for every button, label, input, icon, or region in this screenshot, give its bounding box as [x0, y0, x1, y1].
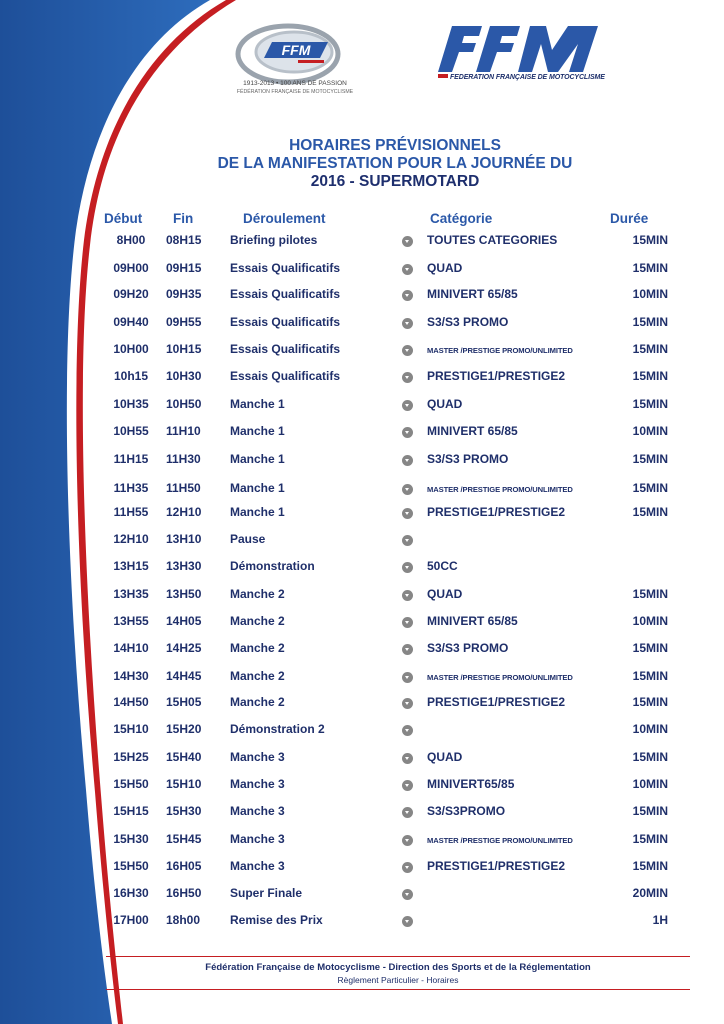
- table-row: [0, 505, 724, 523]
- row-start-time: 13H35: [113, 587, 149, 601]
- row-start-time: 12H10: [113, 532, 149, 546]
- row-category-dropdown[interactable]: [402, 862, 414, 874]
- row-duration: 10MIN: [632, 722, 668, 736]
- chevron-down-icon: [402, 753, 413, 764]
- row-step: Essais Qualificatifs: [230, 369, 341, 383]
- header-end: Fin: [173, 211, 194, 226]
- row-start-time: 15H50: [113, 777, 149, 791]
- row-duration: 20MIN: [632, 886, 668, 900]
- table-row: [0, 722, 724, 740]
- row-duration: 15MIN: [632, 261, 668, 275]
- row-start-time: 16H30: [113, 886, 149, 900]
- row-end-time: 14H05: [166, 614, 202, 628]
- chevron-down-icon: [402, 644, 413, 655]
- header-duration: Durée: [610, 211, 649, 226]
- row-step: Manche 3: [230, 750, 285, 764]
- chevron-down-icon: [402, 345, 413, 356]
- footer-line1: Fédération Française de Motocyclisme - Direction des Sports et de la Réglementation: [205, 962, 591, 973]
- table-row: [0, 832, 724, 850]
- row-start-time: 15H15: [113, 804, 149, 818]
- row-end-time: 15H40: [166, 750, 202, 764]
- row-duration: 15MIN: [632, 750, 668, 764]
- table-row: [0, 886, 724, 904]
- row-start-time: 13H15: [113, 559, 149, 573]
- row-category-dropdown[interactable]: [402, 372, 414, 384]
- row-step: Essais Qualificatifs: [230, 287, 341, 301]
- row-category: QUAD: [427, 261, 463, 275]
- row-end-time: 15H30: [166, 804, 202, 818]
- table-row: [0, 859, 724, 877]
- row-step: Manche 3: [230, 804, 285, 818]
- row-category-dropdown[interactable]: [402, 236, 414, 248]
- table-row: [0, 342, 724, 360]
- row-category: MINIVERT 65/85: [427, 424, 518, 438]
- row-duration: 15MIN: [632, 832, 668, 846]
- row-step: Démonstration: [230, 559, 315, 573]
- table-row: [0, 452, 724, 470]
- chevron-down-icon: [402, 455, 413, 466]
- row-end-time: 15H05: [166, 695, 202, 709]
- row-duration: 15MIN: [632, 452, 668, 466]
- row-duration: 15MIN: [632, 641, 668, 655]
- row-step: Manche 1: [230, 505, 285, 519]
- row-duration: 10MIN: [632, 614, 668, 628]
- row-start-time: 15H25: [113, 750, 149, 764]
- row-step: Manche 1: [230, 397, 285, 411]
- row-end-time: 10H30: [166, 369, 202, 383]
- row-start-time: 10H35: [113, 397, 149, 411]
- row-duration: 15MIN: [632, 859, 668, 873]
- table-row: [0, 424, 724, 442]
- row-duration: 15MIN: [632, 587, 668, 601]
- row-category: MASTER /PRESTIGE PROMO/UNLIMITED: [427, 836, 573, 845]
- row-end-time: 15H10: [166, 777, 202, 791]
- row-duration: 15MIN: [632, 315, 668, 329]
- row-start-time: 15H30: [113, 832, 149, 846]
- chevron-down-icon: [402, 835, 413, 846]
- chevron-down-icon: [402, 484, 413, 495]
- footer-line2: Règlement Particulier - Horaires: [337, 975, 459, 985]
- row-category: PRESTIGE1/PRESTIGE2: [427, 695, 566, 709]
- row-step: Manche 3: [230, 777, 285, 791]
- table-row: [0, 369, 724, 387]
- row-category: MINIVERT 65/85: [427, 287, 518, 301]
- row-step: Manche 1: [230, 452, 285, 466]
- row-step: Manche 1: [230, 424, 285, 438]
- chevron-down-icon: [402, 807, 413, 818]
- title-line1: HORAIRES PRÉVISIONNELS: [289, 137, 501, 154]
- row-step: Démonstration 2: [230, 722, 325, 736]
- row-step: Pause: [230, 532, 266, 546]
- row-start-time: 14H30: [113, 669, 149, 683]
- table-row: [0, 804, 724, 822]
- table-row: [0, 695, 724, 713]
- chevron-down-icon: [402, 916, 413, 927]
- row-category: S3/S3 PROMO: [427, 452, 509, 466]
- row-category: PRESTIGE1/PRESTIGE2: [427, 505, 566, 519]
- logo-caption-line1: 1913-2013 • 100 ANS DE PASSION: [243, 80, 347, 87]
- row-category-dropdown[interactable]: [402, 562, 414, 574]
- table-row: [0, 669, 724, 687]
- chevron-down-icon: [402, 780, 413, 791]
- chevron-down-icon: [402, 617, 413, 628]
- logo-federation-caption: FEDERATION FRANÇAISE DE MOTOCYCLISME: [450, 74, 605, 81]
- row-category-dropdown[interactable]: [402, 484, 414, 496]
- header-start: Début: [104, 211, 143, 226]
- row-end-time: 10H50: [166, 397, 202, 411]
- row-duration: 15MIN: [632, 695, 668, 709]
- row-category: PRESTIGE1/PRESTIGE2: [427, 369, 566, 383]
- row-start-time: 10H00: [113, 342, 149, 356]
- row-start-time: 09H40: [113, 315, 149, 329]
- row-step: Manche 2: [230, 641, 285, 655]
- row-category: MASTER /PRESTIGE PROMO/UNLIMITED: [427, 485, 573, 494]
- row-category: QUAD: [427, 397, 463, 411]
- row-category-dropdown[interactable]: [402, 644, 414, 656]
- row-step: Essais Qualificatifs: [230, 261, 341, 275]
- header-step: Déroulement: [243, 211, 326, 226]
- row-duration: 15MIN: [632, 804, 668, 818]
- table-row: [0, 614, 724, 632]
- table-row: [0, 233, 724, 251]
- row-category-dropdown[interactable]: [402, 318, 414, 330]
- row-category: PRESTIGE1/PRESTIGE2: [427, 859, 566, 873]
- row-end-time: 15H20: [166, 722, 202, 736]
- row-step: Manche 2: [230, 695, 285, 709]
- row-step: Essais Qualificatifs: [230, 315, 341, 329]
- row-category: TOUTES CATEGORIES: [427, 233, 558, 247]
- row-start-time: 10H55: [113, 424, 149, 438]
- row-step: Super Finale: [230, 886, 303, 900]
- table-row: [0, 315, 724, 333]
- table-row: [0, 750, 724, 768]
- row-duration: 15MIN: [632, 233, 668, 247]
- row-category-dropdown[interactable]: [402, 807, 414, 819]
- chevron-down-icon: [402, 535, 413, 546]
- row-duration: 15MIN: [632, 397, 668, 411]
- row-category-dropdown[interactable]: [402, 427, 414, 439]
- row-category: MASTER /PRESTIGE PROMO/UNLIMITED: [427, 346, 573, 355]
- chevron-down-icon: [402, 590, 413, 601]
- row-category: 50CC: [427, 559, 458, 573]
- table-row: [0, 587, 724, 605]
- row-category-dropdown[interactable]: [402, 455, 414, 467]
- row-end-time: 11H30: [166, 452, 201, 466]
- row-category: MINIVERT65/85: [427, 777, 515, 791]
- table-row: [0, 481, 724, 499]
- row-end-time: 11H10: [166, 424, 201, 438]
- row-duration: 1H: [652, 913, 668, 927]
- row-duration: 10MIN: [632, 287, 668, 301]
- row-category-dropdown[interactable]: [402, 672, 414, 684]
- footer-bottom-rule: [106, 989, 690, 990]
- row-category-dropdown[interactable]: [402, 698, 414, 710]
- row-category-dropdown[interactable]: [402, 889, 414, 901]
- row-end-time: 13H50: [166, 587, 202, 601]
- chevron-down-icon: [402, 508, 413, 519]
- row-end-time: 09H15: [166, 261, 202, 275]
- row-duration: 15MIN: [632, 505, 668, 519]
- row-category: QUAD: [427, 587, 463, 601]
- chevron-down-icon: [402, 427, 413, 438]
- row-start-time: 09H00: [113, 261, 149, 275]
- chevron-down-icon: [402, 889, 413, 900]
- svg-text:FFM: FFM: [281, 42, 311, 58]
- row-start-time: 14H50: [113, 695, 149, 709]
- row-category: S3/S3PROMO: [427, 804, 506, 818]
- chevron-down-icon: [402, 372, 413, 383]
- row-end-time: 12H10: [166, 505, 202, 519]
- row-duration: 10MIN: [632, 424, 668, 438]
- row-start-time: 8H00: [116, 233, 146, 247]
- row-step: Manche 2: [230, 614, 285, 628]
- page-title: [130, 137, 660, 191]
- row-start-time: 13H55: [113, 614, 149, 628]
- row-start-time: 14H10: [113, 641, 149, 655]
- row-start-time: 17H00: [113, 913, 149, 927]
- chevron-down-icon: [402, 862, 413, 873]
- row-duration: 10MIN: [632, 777, 668, 791]
- row-step: Essais Qualificatifs: [230, 342, 341, 356]
- row-category-dropdown[interactable]: [402, 617, 414, 629]
- row-end-time: 13H10: [166, 532, 202, 546]
- chevron-down-icon: [402, 562, 413, 573]
- row-category: S3/S3 PROMO: [427, 641, 509, 655]
- row-category-dropdown[interactable]: [402, 345, 414, 357]
- row-start-time: 15H10: [113, 722, 149, 736]
- table-row: [0, 287, 724, 305]
- table-row: [0, 777, 724, 795]
- row-start-time: 11H35: [113, 481, 149, 495]
- row-end-time: 18h00: [166, 913, 201, 927]
- row-end-time: 10H15: [166, 342, 202, 356]
- row-step: Manche 2: [230, 587, 285, 601]
- chevron-down-icon: [402, 672, 413, 683]
- chevron-down-icon: [402, 290, 413, 301]
- row-duration: 15MIN: [632, 369, 668, 383]
- row-end-time: 15H45: [166, 832, 202, 846]
- row-category-dropdown[interactable]: [402, 400, 414, 412]
- table-row: [0, 532, 724, 550]
- row-start-time: 11H55: [113, 505, 149, 519]
- row-category-dropdown[interactable]: [402, 535, 414, 547]
- chevron-down-icon: [402, 264, 413, 275]
- row-start-time: 15H50: [113, 859, 149, 873]
- row-step: Manche 3: [230, 832, 285, 846]
- row-step: Manche 2: [230, 669, 285, 683]
- row-end-time: 11H50: [166, 481, 201, 495]
- header-category: Catégorie: [430, 211, 493, 226]
- row-duration: 15MIN: [632, 481, 668, 495]
- row-category: MINIVERT 65/85: [427, 614, 518, 628]
- row-start-time: 09H20: [113, 287, 149, 301]
- row-end-time: 16H05: [166, 859, 202, 873]
- chevron-down-icon: [402, 698, 413, 709]
- table-row: [0, 913, 724, 931]
- row-step: Manche 1: [230, 481, 285, 495]
- row-step: Manche 3: [230, 859, 285, 873]
- row-end-time: 09H55: [166, 315, 202, 329]
- row-category: S3/S3 PROMO: [427, 315, 509, 329]
- row-start-time: 10h15: [113, 369, 149, 383]
- row-step: Briefing pilotes: [230, 233, 318, 247]
- row-category: MASTER /PRESTIGE PROMO/UNLIMITED: [427, 673, 573, 682]
- logo-caption-line2: FÉDÉRATION FRANÇAISE DE MOTOCYCLISME: [236, 89, 354, 95]
- row-category: QUAD: [427, 750, 463, 764]
- row-end-time: 08H15: [166, 233, 202, 247]
- row-category-dropdown[interactable]: [402, 264, 414, 276]
- row-category-dropdown[interactable]: [402, 835, 414, 847]
- row-category-dropdown[interactable]: [402, 780, 414, 792]
- row-category-dropdown[interactable]: [402, 508, 414, 520]
- title-line3: 2016 - SUPERMOTARD: [310, 173, 480, 190]
- logo-caption: [228, 80, 362, 96]
- row-duration: 15MIN: [632, 669, 668, 683]
- chevron-down-icon: [402, 236, 413, 247]
- chevron-down-icon: [402, 400, 413, 411]
- table-row: [0, 261, 724, 279]
- chevron-down-icon: [402, 318, 413, 329]
- row-step: Remise des Prix: [230, 913, 323, 927]
- chevron-down-icon: [402, 725, 413, 736]
- row-end-time: 09H35: [166, 287, 202, 301]
- row-category-dropdown[interactable]: [402, 725, 414, 737]
- table-row: [0, 397, 724, 415]
- row-category-dropdown[interactable]: [402, 753, 414, 765]
- table-row: [0, 559, 724, 577]
- row-category-dropdown[interactable]: [402, 590, 414, 602]
- title-line2: DE LA MANIFESTATION POUR LA JOURNÉE DU: [217, 155, 573, 172]
- row-duration: 15MIN: [632, 342, 668, 356]
- row-end-time: 13H30: [166, 559, 202, 573]
- row-end-time: 16H50: [166, 886, 202, 900]
- table-row: [0, 641, 724, 659]
- row-end-time: 14H45: [166, 669, 202, 683]
- footer-top-rule: [106, 956, 690, 957]
- row-category-dropdown[interactable]: [402, 290, 414, 302]
- row-end-time: 14H25: [166, 641, 202, 655]
- row-category-dropdown[interactable]: [402, 916, 414, 928]
- row-start-time: 11H15: [113, 452, 149, 466]
